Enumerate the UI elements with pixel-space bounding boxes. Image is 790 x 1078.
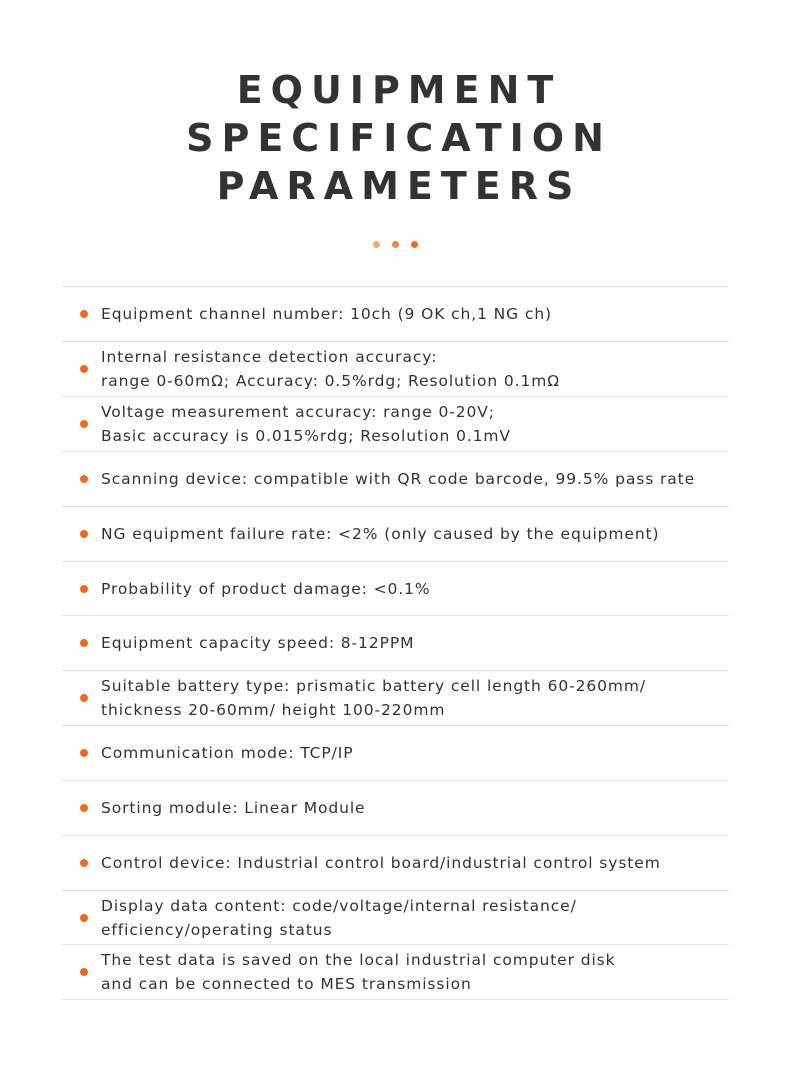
- bullet-icon: [80, 968, 88, 976]
- spec-text: [101, 302, 552, 326]
- spec-line: Equipment channel number: 10ch (9 OK ch,1 NG ch): [101, 305, 553, 323]
- bullet-icon: [80, 694, 88, 702]
- bullet-icon: [80, 804, 88, 812]
- title-line-1: EQUIPMENT: [236, 68, 562, 112]
- spec-line: NG equipment failure rate: <2% (only caused by the equipment): [101, 525, 660, 543]
- spec-item-sorting-module: [62, 781, 729, 836]
- spec-item-failure-rate: [62, 507, 729, 562]
- bullet-icon: [80, 530, 88, 538]
- spec-item-display-data: [62, 891, 729, 945]
- bullet-icon: [80, 475, 88, 483]
- spec-line: Communication mode: TCP/IP: [101, 744, 354, 762]
- spec-text: [101, 522, 659, 546]
- spec-text: [101, 674, 646, 722]
- bullet-icon: [80, 365, 88, 373]
- spec-item-scanning-device: [62, 452, 729, 507]
- spec-item-damage-probability: [62, 562, 729, 616]
- spec-item-voltage-accuracy: [62, 397, 729, 452]
- spec-line: Display data content: code/voltage/internal resistance/: [101, 896, 577, 915]
- bullet-icon: [80, 749, 88, 757]
- spec-line: Probability of product damage: <0.1%: [101, 579, 431, 598]
- decorative-dots: [0, 234, 790, 244]
- spec-text: [101, 894, 577, 942]
- spec-line: range 0-60mΩ; Accuracy: 0.5%rdg; Resolution 0.1mΩ: [101, 372, 560, 390]
- bullet-icon: [80, 639, 88, 647]
- spec-item-internal-resistance: [62, 342, 729, 397]
- spec-line: and can be connected to MES transmission: [101, 975, 472, 993]
- spec-text: [101, 345, 560, 393]
- title-line-3: PARAMETERS: [216, 164, 582, 208]
- spec-text: [101, 400, 511, 448]
- spec-line: Suitable battery type: prismatic battery cell length 60-260mm/: [101, 677, 647, 695]
- spec-line: thickness 20-60mm/ height 100-220mm: [101, 701, 446, 719]
- dot-icon-3: [411, 241, 418, 248]
- spec-item-communication-mode: [62, 726, 729, 781]
- spec-line: Internal resistance detection accuracy:: [101, 348, 438, 366]
- spec-text: [101, 741, 353, 765]
- dot-icon-1: [373, 241, 380, 248]
- spec-text: [101, 631, 414, 655]
- spec-item-battery-type: [62, 671, 729, 726]
- spec-line: Voltage measurement accuracy: range 0-20V;: [101, 403, 495, 421]
- spec-item-channel-number: [62, 287, 729, 342]
- dot-icon-2: [392, 241, 399, 248]
- spec-line: Basic accuracy is 0.015%rdg; Resolution 0.1mV: [101, 427, 511, 445]
- spec-item-control-device: [62, 836, 729, 891]
- spec-line: The test data is saved on the local industrial computer disk: [101, 951, 616, 969]
- spec-text: [101, 467, 695, 491]
- spec-list: [62, 286, 729, 1000]
- page-title: [0, 66, 790, 210]
- spec-text: [101, 851, 661, 875]
- spec-line: efficiency/operating status: [101, 920, 333, 939]
- bullet-icon: [80, 585, 88, 593]
- title-line-2: SPECIFICATION: [186, 116, 612, 160]
- spec-item-capacity-speed: [62, 616, 729, 671]
- spec-line: Equipment capacity speed: 8-12PPM: [101, 634, 415, 652]
- spec-line: Control device: Industrial control board/industrial control system: [101, 854, 661, 872]
- spec-line: Sorting module: Linear Module: [101, 799, 366, 817]
- spec-item-test-data: [62, 945, 729, 1000]
- bullet-icon: [80, 420, 88, 428]
- bullet-icon: [80, 914, 88, 922]
- spec-line: Scanning device: compatible with QR code barcode, 99.5% pass rate: [101, 470, 696, 488]
- bullet-icon: [80, 310, 88, 318]
- bullet-icon: [80, 859, 88, 867]
- spec-text: [101, 948, 616, 996]
- spec-text: [101, 577, 431, 601]
- spec-text: [101, 796, 365, 820]
